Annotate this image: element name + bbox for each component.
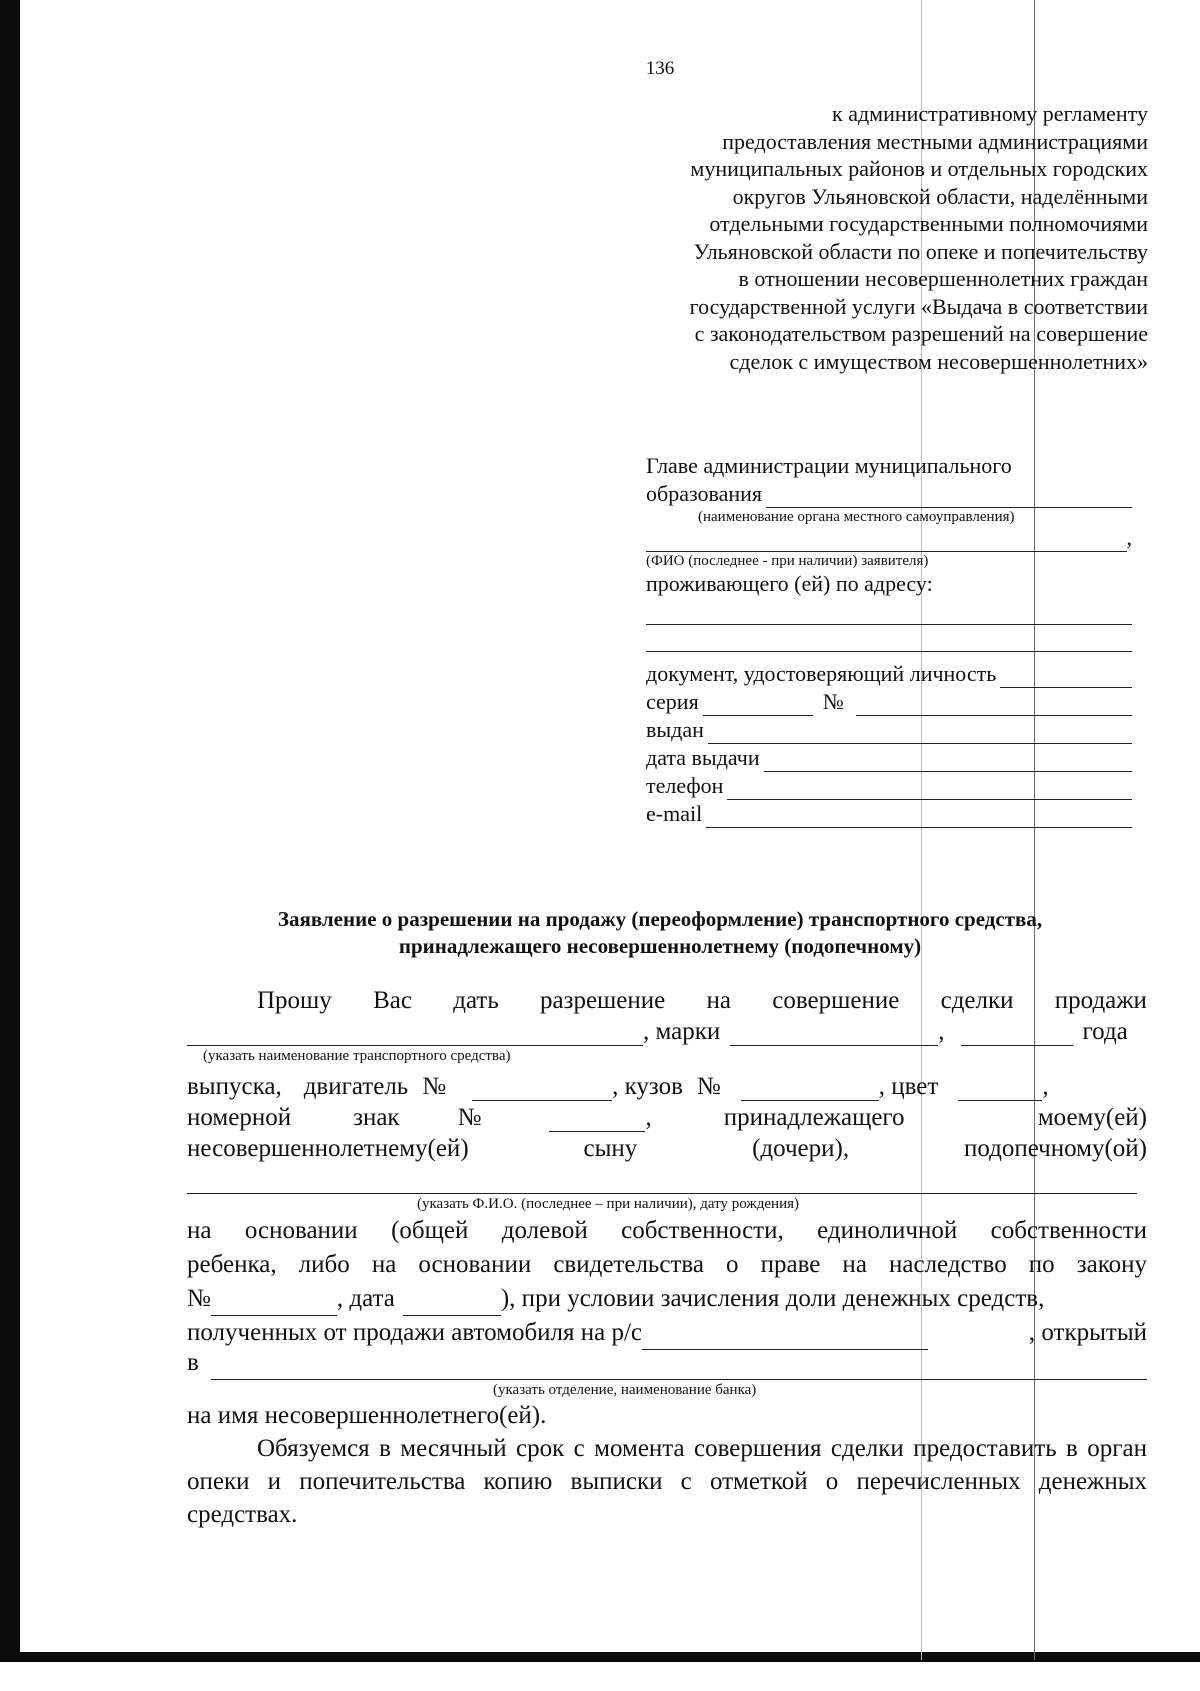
my-label: моему(ей)	[1037, 1104, 1147, 1131]
word: подопечному(ой)	[963, 1135, 1147, 1162]
address-field-1[interactable]	[646, 598, 1132, 625]
received-text: полученных от продажи автомобиля на р/с	[187, 1319, 643, 1346]
word: на	[706, 987, 732, 1014]
plate-number-field[interactable]	[549, 1109, 645, 1132]
obligation-paragraph: Обязуемся в месячный срок с момента совершения сделки предоставить в орган опеки и попечительства копию выписки с отметкой о перечисленных денежных средствах.	[187, 1435, 1147, 1528]
body-label: , кузов	[612, 1073, 683, 1100]
addressee-line	[646, 480, 1132, 508]
vehicle-row	[187, 1015, 1147, 1046]
applicant-fio-line	[646, 526, 1132, 552]
engine-number-field[interactable]	[472, 1078, 612, 1101]
number-sign: №	[822, 689, 844, 714]
phone-line	[646, 772, 1132, 800]
appendix-heading-line: в отношении несовершеннолетних граждан	[738, 266, 1148, 291]
opened-label: , открытый	[1028, 1319, 1147, 1346]
engine-number-sign: №	[422, 1073, 447, 1100]
brand-comma: ,	[938, 1018, 945, 1045]
cert-date-label: , дата	[336, 1285, 395, 1312]
cert-number-field[interactable]	[211, 1293, 337, 1316]
account-field[interactable]	[642, 1327, 928, 1350]
application-title	[160, 906, 1160, 960]
brand-label: , марки	[643, 1018, 721, 1045]
word: сделки	[940, 987, 1014, 1014]
bank-caption: (указать отделение, наименование банка)	[493, 1382, 757, 1398]
appendix-heading-line: государственной услуги «Выдача в соответствии	[689, 293, 1148, 319]
title-line: принадлежащего несовершеннолетнему (подопечному)	[398, 934, 922, 958]
addressee-block	[646, 452, 1132, 828]
appendix-heading-line: предоставления местными администрациями	[722, 128, 1148, 154]
addressee-line	[646, 452, 1132, 480]
series-field[interactable]	[703, 695, 813, 716]
basis-paragraph	[187, 1214, 1147, 1380]
release-label: выпуска,	[187, 1073, 282, 1100]
cert-number-sign: №	[187, 1285, 211, 1312]
series-label: серия	[646, 689, 699, 714]
vehicle-caption: (указать наименование транспортного средства)	[203, 1048, 511, 1064]
word: продажи	[1054, 987, 1147, 1014]
child-fio-field[interactable]	[187, 1163, 1137, 1194]
id-doc-line	[646, 660, 1132, 688]
plate-comma: ,	[645, 1104, 652, 1131]
minor-row	[187, 1132, 1147, 1163]
color-comma: ,	[1042, 1073, 1049, 1100]
fio-caption: (ФИО (последнее - при наличии) заявителя)	[646, 553, 929, 569]
appendix-heading	[588, 100, 1148, 375]
sign-label: знак	[353, 1104, 400, 1131]
municipality-field[interactable]	[766, 487, 1132, 508]
email-field[interactable]	[706, 807, 1132, 828]
appendix-heading-line: к административному регламенту	[832, 101, 1148, 126]
org-caption: (наименование органа местного самоуправления)	[698, 509, 1015, 525]
id-doc-field[interactable]	[1000, 667, 1132, 688]
issue-date-label: дата выдачи	[646, 745, 760, 770]
word: дать	[453, 987, 499, 1014]
engine-row	[187, 1070, 1147, 1101]
residing-label: проживающего (ей) по адресу:	[646, 571, 933, 596]
word: Вас	[373, 987, 412, 1014]
account-line	[187, 1316, 1147, 1350]
bank-field[interactable]	[211, 1357, 1147, 1380]
plate-label: номерной	[187, 1104, 292, 1131]
child-caption: (указать Ф.И.О. (последнее – при наличии), дату рождения)	[417, 1196, 800, 1212]
plate-row	[187, 1101, 1147, 1132]
appendix-heading-line: с законодательством разрешений на совершение	[694, 321, 1148, 346]
series-line	[646, 688, 1132, 716]
appendix-heading-line: округов Ульяновской области, наделёнными	[732, 183, 1148, 209]
residing-line	[646, 570, 1132, 598]
issue-date-line	[646, 744, 1132, 772]
word: несовершеннолетнему(ей)	[187, 1135, 469, 1162]
address-field-2[interactable]	[646, 625, 1132, 652]
application-body	[187, 984, 1147, 1531]
belonging-label: принадлежащего	[723, 1104, 905, 1131]
municipality-label: образования	[646, 481, 763, 506]
condition-text: ), при условии зачисления доли денежных средств,	[500, 1285, 1045, 1312]
issue-date-field[interactable]	[764, 751, 1132, 772]
scan-edge-left	[0, 0, 20, 1660]
word: сыну	[583, 1135, 638, 1162]
phone-field[interactable]	[727, 779, 1132, 800]
appendix-heading-line: отдельными государственными полномочиями	[709, 211, 1148, 236]
color-label: , цвет	[878, 1073, 939, 1100]
request-row	[187, 984, 1147, 1015]
title-line: Заявление о разрешении на продажу (переоформление) транспортного средства,	[277, 907, 1043, 931]
issued-field[interactable]	[708, 723, 1132, 744]
vehicle-name-field[interactable]	[187, 1023, 643, 1046]
in-label: в	[187, 1349, 199, 1376]
issued-label: выдан	[646, 717, 704, 742]
body-number-sign: №	[696, 1073, 721, 1100]
certificate-line	[187, 1282, 1147, 1316]
bank-line	[187, 1350, 1147, 1380]
issued-line	[646, 716, 1132, 744]
basis-line-2	[187, 1248, 1147, 1282]
brand-field[interactable]	[730, 1023, 938, 1046]
body-number-field[interactable]	[741, 1078, 879, 1101]
page-number: 136	[645, 58, 675, 79]
year-label: года	[1082, 1018, 1128, 1045]
plate-number-sign: №	[457, 1104, 482, 1131]
appendix-heading-line: Ульяновской области по опеке и попечительству	[693, 238, 1148, 264]
name-line: на имя несовершеннолетнего(ей).	[187, 1402, 547, 1429]
basis-line-1	[187, 1214, 1147, 1248]
doc-number-field[interactable]	[856, 695, 1132, 716]
basis-text: ребенка, либо на основании свидетельства о праве на наследство по закону	[187, 1251, 1147, 1278]
color-field[interactable]	[958, 1078, 1042, 1101]
cert-date-field[interactable]	[403, 1293, 501, 1316]
word: разрешение	[539, 987, 666, 1014]
basis-text: на основании (общей долевой собственности, единоличной собственности	[187, 1217, 1147, 1244]
year-field[interactable]	[961, 1023, 1073, 1046]
word: (дочери),	[752, 1135, 850, 1162]
appendix-heading-line: муниципальных районов и отдельных городских	[690, 156, 1148, 181]
word: совершение	[772, 987, 900, 1014]
fio-comma: ,	[1126, 525, 1132, 550]
email-line	[646, 800, 1132, 828]
phone-label: телефон	[646, 773, 724, 798]
id-doc-label: документ, удостоверяющий личность	[646, 661, 997, 686]
appendix-heading-line: сделок с имуществом несовершеннолетних»	[729, 348, 1148, 374]
word: Прошу	[257, 987, 332, 1014]
applicant-fio-field[interactable]	[646, 531, 1127, 552]
addressee-head-label: Главе администрации муниципального	[646, 453, 1012, 478]
scan-edge-bottom	[0, 1652, 1200, 1662]
email-label: e-mail	[646, 801, 703, 826]
engine-label: двигатель	[303, 1073, 409, 1100]
